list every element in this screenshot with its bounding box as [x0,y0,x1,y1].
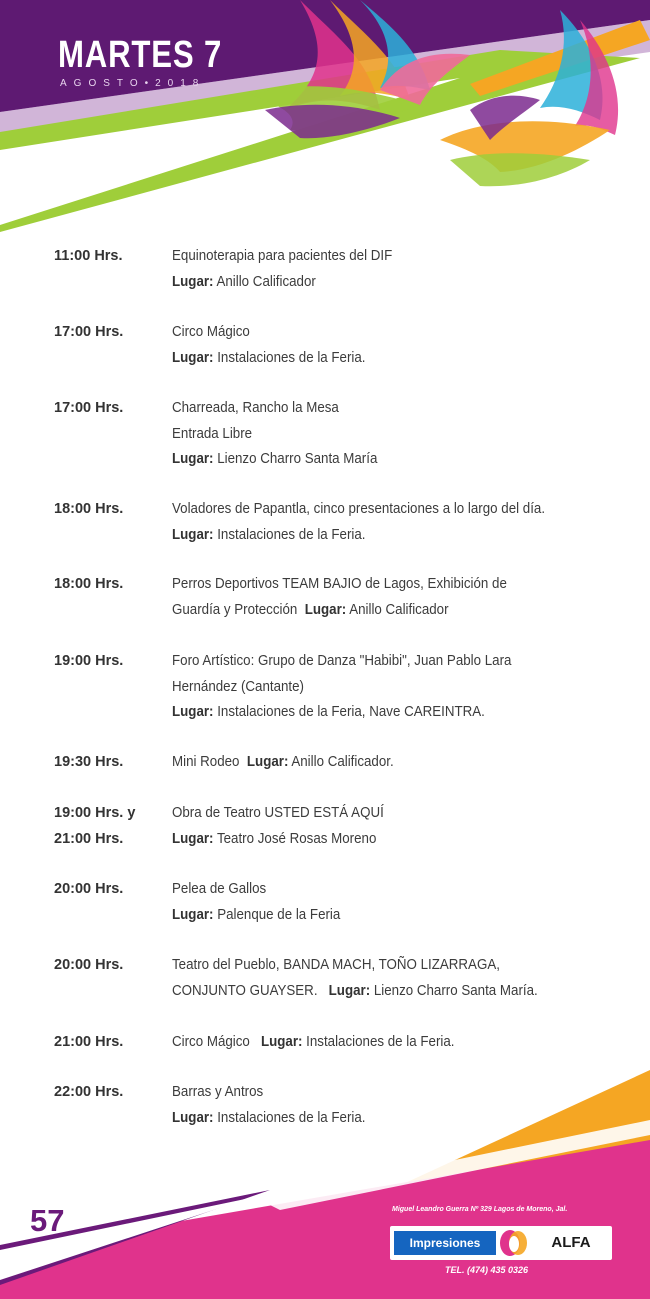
magenta-band [0,1140,650,1299]
event-detail-line [172,422,597,448]
venue-name: Teatro José Rosas Moreno [213,830,377,847]
event-time-line: 11:00 Hrs. [54,248,123,264]
event-detail-line [172,1030,597,1056]
venue-name: Instalaciones de la Feria. [213,1109,366,1126]
event-description: Barras y Antros [172,1084,264,1100]
venue-name: Instalaciones de la Feria. [213,526,366,543]
venue-label: Lugar: [172,906,214,923]
venue-label: Lugar: [172,830,214,847]
event-time-line: 17:00 Hrs. [54,400,124,416]
event-time-line: 17:00 Hrs. [54,324,124,340]
event-detail-line [172,346,597,372]
event-time-line: 18:00 Hrs. [54,576,124,592]
venue-label: Lugar: [172,273,214,290]
event-time [54,649,166,675]
event-time-line: 18:00 Hrs. [54,501,124,517]
event-detail-line [172,675,597,701]
event-detail-line [172,523,597,549]
event-description: Equinoterapia para pacientes del DIF [172,248,393,264]
venue-name: Lienzo Charro Santa María. [370,982,538,999]
logo-alfa-label: ALFA [551,1234,591,1251]
event-description: Teatro del Pueblo, BANDA MACH, TOÑO LIZARRAGA, [172,957,500,973]
event-detail-line [172,447,597,473]
event-description: Charreada, Rancho la Mesa [172,400,339,416]
venue-label: Lugar: [304,601,347,618]
footer-banner [0,1060,650,1299]
venue-label: Lugar: [172,526,214,543]
event-description: Voladores de Papantla, cinco presentaciones a lo largo del día. [172,501,546,517]
event-time [54,320,166,346]
event-description: Perros Deportivos TEAM BAJIO de Lagos, Exhibición de [172,576,507,592]
event-detail-line [172,396,597,422]
event-details [172,801,634,852]
event-time [54,877,166,903]
page-number: 57 [30,1203,65,1238]
event-time-line: 19:00 Hrs. [54,653,124,669]
venue-name: Instalaciones de la Feria. [302,1034,455,1050]
venue-label: Lugar: [172,349,214,366]
page-subtitle-date: AGOSTO•2018 [60,78,206,89]
event-details [172,649,634,726]
event-description: Entrada Libre [172,425,253,442]
venue-name: Anillo Calificador [346,601,449,618]
venue-label: Lugar: [172,1109,214,1126]
event-description: Hernández (Cantante) [172,678,305,695]
page-title: MARTES 7 [58,34,223,76]
event-time-line: 19:00 Hrs. y [54,805,136,821]
venue-name: Instalaciones de la Feria. [213,349,366,366]
event-detail-line [172,572,597,598]
event-time [54,750,166,776]
event-details [172,1030,634,1056]
event-details [172,750,634,776]
venue-name: Lienzo Charro Santa María [213,451,378,467]
sponsor-address: Miguel Leandro Guerra Nº 329 Lagos de Moreno, Jal. [392,1206,568,1213]
event-detail-line [172,649,597,675]
venue-label: Lugar: [328,982,371,999]
event-detail-line [172,827,597,853]
venue-label: Lugar: [172,704,214,720]
logo-impresiones-label: Impresiones [394,1231,496,1255]
event-details [172,497,634,548]
event-time-line: 19:30 Hrs. [54,754,124,770]
event-time-line: 22:00 Hrs. [54,1084,124,1100]
event-details [172,953,634,1004]
event-time [54,572,166,598]
venue-label: Lugar: [260,1034,303,1050]
event-detail-line [172,700,597,726]
event-detail-line [172,750,597,776]
event-time-line: 20:00 Hrs. [54,957,124,973]
event-time-line: 21:00 Hrs. [54,830,124,847]
event-description: Mini Rodeo [172,754,247,770]
event-time-line: 20:00 Hrs. [54,881,124,897]
event-detail-line [172,270,597,296]
venue-label: Lugar: [172,451,214,467]
event-description: Pelea de Gallos [172,881,267,897]
event-description: Foro Artístico: Grupo de Danza "Habibi", Juan Pablo Lara [172,653,512,669]
event-detail-line [172,953,597,979]
event-detail-line [172,598,597,624]
event-detail-line [172,979,597,1005]
sponsor-logo [390,1226,612,1260]
event-time [54,396,166,422]
venue-name: Anillo Calificador. [288,754,394,770]
event-time [54,801,166,852]
venue-name: Anillo Calificador [213,273,316,290]
venue-label: Lugar: [246,754,289,770]
sponsor-phone: TEL. (474) 435 0326 [445,1265,529,1275]
event-details [172,877,634,928]
event-details [172,572,634,623]
event-detail-line [172,244,597,270]
event-detail-line [172,903,597,929]
event-time [54,497,166,523]
event-detail-line [172,320,597,346]
event-details [172,320,634,371]
venue-name: Instalaciones de la Feria, Nave CAREINTRA. [213,704,485,720]
event-details [172,396,634,473]
event-description: Guardía y Protección [172,601,305,618]
event-time-line: 21:00 Hrs. [54,1034,124,1050]
event-details [172,244,634,295]
event-detail-line [172,801,597,827]
event-description: Obra de Teatro USTED ESTÁ AQUÍ [172,805,384,821]
event-detail-line [172,877,597,903]
logo-mark-icon [494,1228,534,1258]
event-description: CONJUNTO GUAYSER. [172,982,329,999]
event-time [54,1030,166,1056]
event-time [54,244,166,270]
event-detail-line [172,497,597,523]
event-time [54,953,166,979]
event-description: Circo Mágico [172,1034,261,1050]
venue-name: Palenque de la Feria [213,906,341,923]
event-description: Circo Mágico [172,324,250,340]
